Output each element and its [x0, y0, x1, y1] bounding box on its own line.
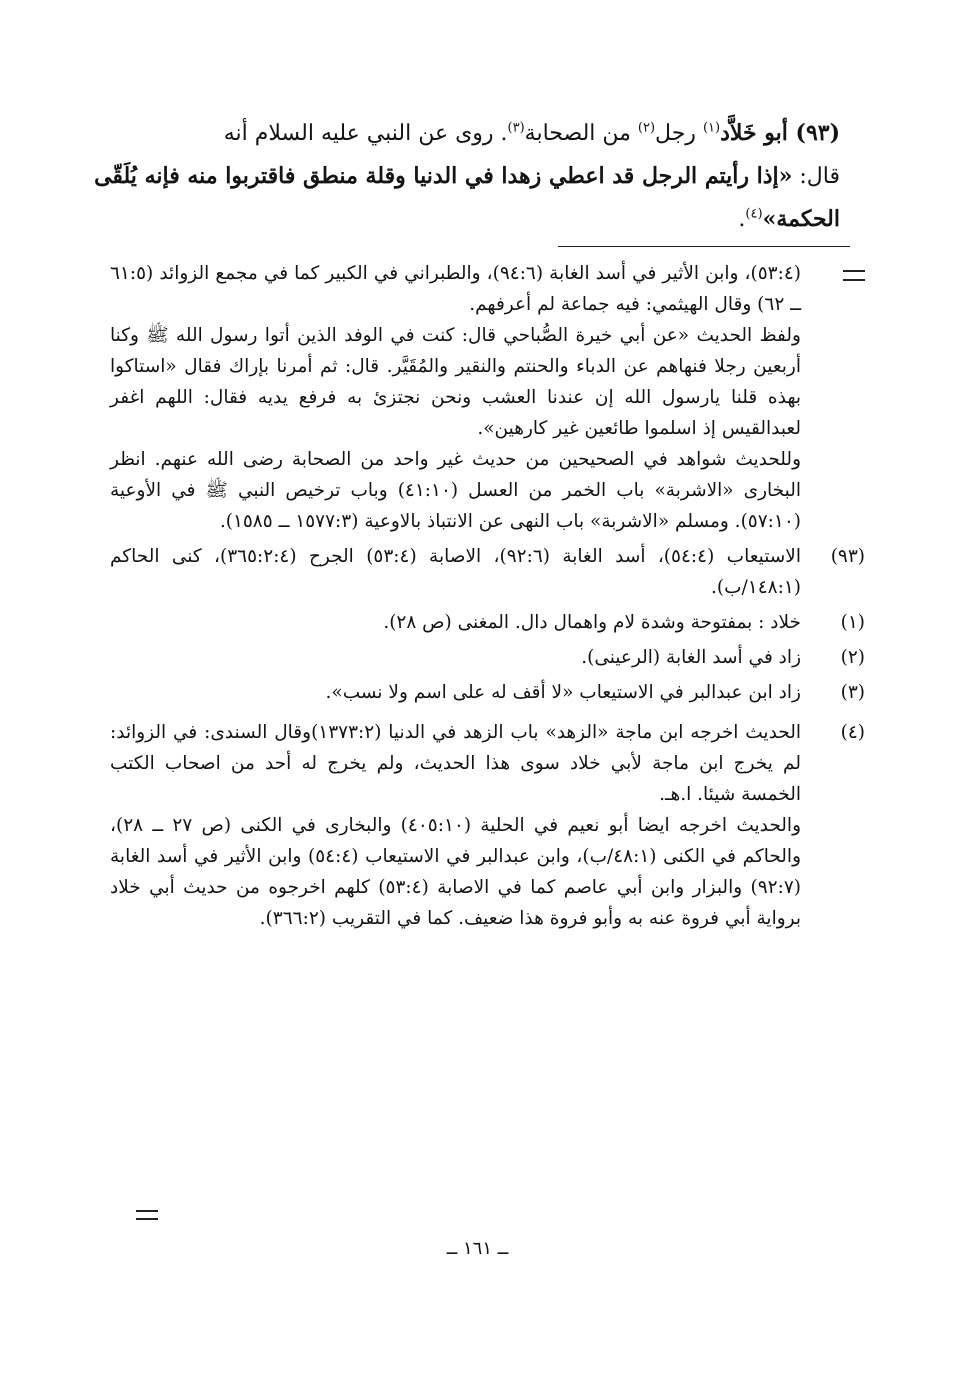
footnote-4 [110, 717, 865, 934]
footnote-number: (٣) [840, 682, 865, 703]
footnote-body: الاستيعاب (٥٤:٤)، أسد الغابة (٩٢:٦)، الاصابة (٥٣:٤) الجرح (٣٦٥:٢:٤)، كنى الحاكم (١٤٨:١/ب). [110, 546, 801, 598]
main-text-segment: من الصحابة [524, 121, 638, 146]
footnote-body [110, 258, 801, 320]
footnote-1 [110, 607, 865, 638]
footnote-ref-3: (٣) [507, 120, 525, 136]
main-text-segment: . [738, 207, 746, 232]
footnote-body [110, 717, 801, 934]
footnote-paragraph: ولفظ الحديث «عن أبي خيرة الصُّباحي قال: كنت في الوفد الذين أتوا رسول الله ﷺ وكنا أربعين رجلا فنهاهم عن الدباء والحنتم والنقير والمُقَيَّر. قال: ثم أمرنا بإراك فقال «استاكوا بهذه قلنا يارسول الله إن عندنا العشب ونحن نجتزئ به فرفع يديه فقال: اللهم اغفر لعبدالقيس إذ اسلموا طائعين غير كارهين». [110, 325, 801, 439]
footnote-body: خلاد : بمفتوحة وشدة لام واهمال دال. المغنى (ص ٢٨). [383, 612, 801, 633]
footnotes [110, 258, 865, 934]
main-text [94, 112, 840, 241]
main-text-segment: . روى عن النبي عليه السلام أنه [223, 121, 508, 146]
entry-heading: (٩٣) أبو خَلاَّد [720, 120, 840, 146]
footnote-number: (١) [840, 612, 865, 633]
equals-sign-icon [843, 270, 865, 281]
footnote-ref-2: (٢) [637, 120, 656, 136]
main-text-segment: قال: [792, 164, 840, 189]
footnote-body: زاد في أسد الغابة (الرعينى). [581, 647, 801, 668]
footnote-continuation [110, 320, 865, 537]
footnote-separator [558, 246, 850, 247]
hadith-text-end: الحكمة» [762, 206, 840, 232]
hadith-text: «إذا رأيتم الرجل قد اعطي زهدا في الدنيا وقلة منطق فاقتربوا منه فإنه يُلَقّى [94, 163, 793, 189]
footnote-paragraph: الحديث اخرجه ابن ماجة «الزهد» باب الزهد في الدنيا (١٣٧٣:٢)وقال السندى: في الزوائد: لم يخرج ابن ماجة لأبي خلاد سوى هذا الحديث، ولم يخرج له أحد من اصحاب الكتب الخمسة شيئا. ا.هـ. [110, 722, 801, 805]
footnote-body [110, 320, 801, 537]
footnote-2 [110, 642, 865, 673]
footnote-body: زاد ابن عبدالبر في الاستيعاب «لا أقف له على اسم ولا نسب». [325, 682, 801, 703]
footnote-number: (٢) [840, 647, 865, 668]
footnote-paragraph: والحديث اخرجه ايضا أبو نعيم في الحلية (٤٠٥:١٠) والبخارى في الكنى (ص ٢٧ ــ ٢٨)، والحاكم في الكنى (٤٨:١/ب)، وابن عبدالبر في الاستيعاب (٥٤:٤) وابن الأثير في أسد الغابة (٩٢:٧) والبزار وابن أبي عاصم كما في الاصابة (٥٣:٤) كلهم اخرجوه من حديث أبي خلاد برواية أبي فروة عنه به وأبو فروة هذا ضعيف. كما في التقريب (٣٦٦:٢). [110, 815, 802, 929]
footnote-number: (٤) [840, 722, 865, 743]
footnote-3 [110, 677, 865, 708]
footnote-continuation [110, 258, 865, 320]
page-number: ــ ١٦١ ــ [446, 1238, 509, 1259]
main-line-2 [94, 155, 840, 198]
main-line-3 [108, 198, 840, 241]
footnote-paragraph: (٥٣:٤)، وابن الأثير في أسد الغابة (٩٤:٦)، والطبراني في الكبير كما في مجمع الزوائد (٦١:٥ ــ ٦٢) وقال الهيثمي: فيه جماعة لم أعرفهم. [110, 263, 801, 315]
continuation-marker [801, 258, 865, 291]
main-text-segment: رجل [655, 121, 703, 146]
footnote-ref-1: (١) [702, 120, 721, 136]
footnote-ref-4: (٤) [745, 206, 763, 222]
footnote-number: (٩٣) [830, 546, 865, 567]
continuation-marker-bottom [136, 1210, 158, 1220]
footnote-paragraph: وللحديث شواهد في الصحيحين من حديث غير واحد من الصحابة رضى الله عنهم. انظر البخارى «الاشربة» باب الخمر من العسل (٤١:١٠) وباب ترخيص النبي ﷺ في الأوعية (٥٧:١٠). ومسلم «الاشربة» باب النهى عن الانتباذ بالاوعية (١٥٧٧:٣ ــ ١٥٨٥). [110, 449, 801, 532]
footnote-93 [110, 541, 865, 603]
main-line-1 [108, 112, 840, 155]
